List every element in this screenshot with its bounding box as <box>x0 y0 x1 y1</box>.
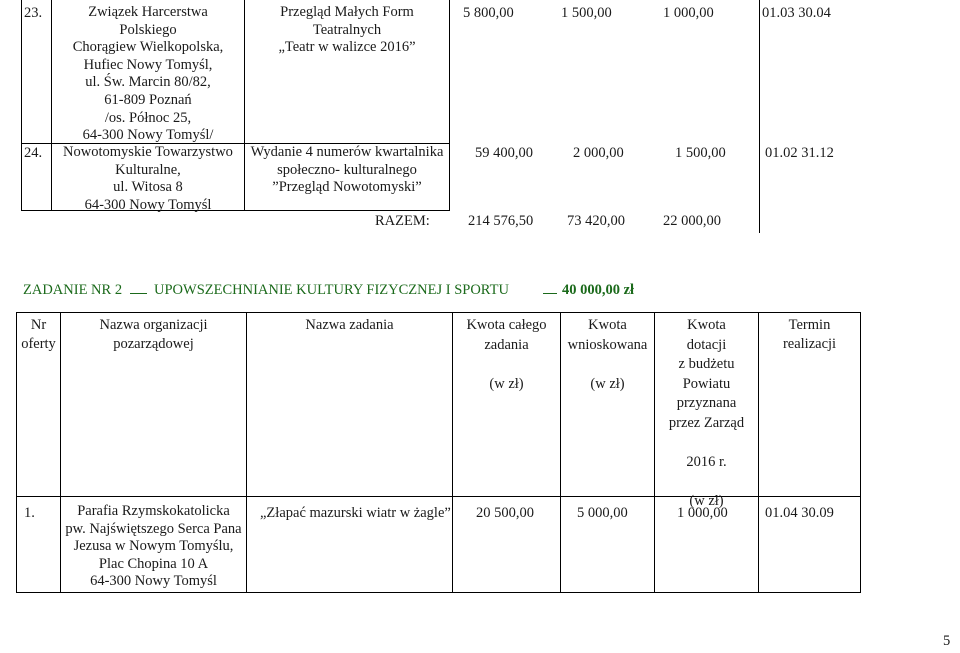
sum-label: RAZEM: <box>375 213 430 229</box>
section-dash <box>130 293 147 294</box>
header-task: Nazwa zadania <box>305 317 394 333</box>
amount-total: 5 800,00 <box>463 5 514 21</box>
task-name: „Złapać mazurski wiatr w żagle” <box>260 505 451 521</box>
section-heading <box>23 283 663 301</box>
page-number: 5 <box>943 633 951 649</box>
header-organization: Nazwa organizacji pozarządowej <box>99 317 208 352</box>
amount-granted: 1 000,00 <box>663 5 714 21</box>
sum-total: 214 576,50 <box>468 213 534 229</box>
section-amount: 40 000,00 zł <box>562 282 635 298</box>
organization-name: Nowotomyskie Towarzystwo Kulturalne, ul. Witosa 8 64-300 Nowy Tomyśl <box>63 144 233 213</box>
header-amount-requested: Kwota wnioskowana (w zł) <box>567 317 648 392</box>
row-number: 24. <box>24 145 43 161</box>
section-dash <box>543 293 557 294</box>
term: 01.04 30.09 <box>765 505 834 521</box>
header-amount-total: Kwota całego zadania (w zł) <box>466 317 547 392</box>
section-title: UPOWSZECHNIANIE KULTURY FIZYCZNEJ I SPORTU <box>154 282 509 298</box>
amount-total: 20 500,00 <box>476 505 534 521</box>
organization-name: Związek Harcerstwa Polskiego Chorągiew Wielkopolska, Hufiec Nowy Tomyśl, ul. Św. Marcin 80/82, 61-809 Poznań /os. Północ 25, 64-300 Nowy Tomyśl/ <box>72 4 224 144</box>
task-name: Wydanie 4 numerów kwartalnika społeczno- kulturalnego ”Przegląd Nowotomyski” <box>250 144 444 196</box>
amount-total: 59 400,00 <box>475 145 533 161</box>
sum-requested: 73 420,00 <box>567 213 625 229</box>
header-nr: Nr oferty <box>21 317 56 352</box>
task-name: Przegląd Małych Form Teatralnych „Teatr w walizce 2016” <box>278 4 416 56</box>
amount-requested: 2 000,00 <box>573 145 624 161</box>
organization-name: Parafia Rzymskokatolicka pw. Najświętszego Serca Pana Jezusa w Nowym Tomyślu, Plac Chopina 10 A 64-300 Nowy Tomyśl <box>65 503 242 590</box>
header-term: Termin realizacji <box>782 317 837 352</box>
row-number: 23. <box>24 5 43 21</box>
section-prefix: ZADANIE NR 2 <box>23 282 123 298</box>
sum-granted: 22 000,00 <box>663 213 721 229</box>
amount-granted: 1 500,00 <box>675 145 726 161</box>
amount-requested: 1 500,00 <box>561 5 612 21</box>
header-amount-granted: Kwota dotacji z budżetu Powiatu przyznana przez Zarząd 2016 r. (w zł) <box>668 317 745 509</box>
row-number: 1. <box>24 505 35 521</box>
amount-granted: 1 000,00 <box>677 505 728 521</box>
term: 01.02 31.12 <box>765 145 834 161</box>
amount-requested: 5 000,00 <box>577 505 628 521</box>
term: 01.03 30.04 <box>762 5 831 21</box>
